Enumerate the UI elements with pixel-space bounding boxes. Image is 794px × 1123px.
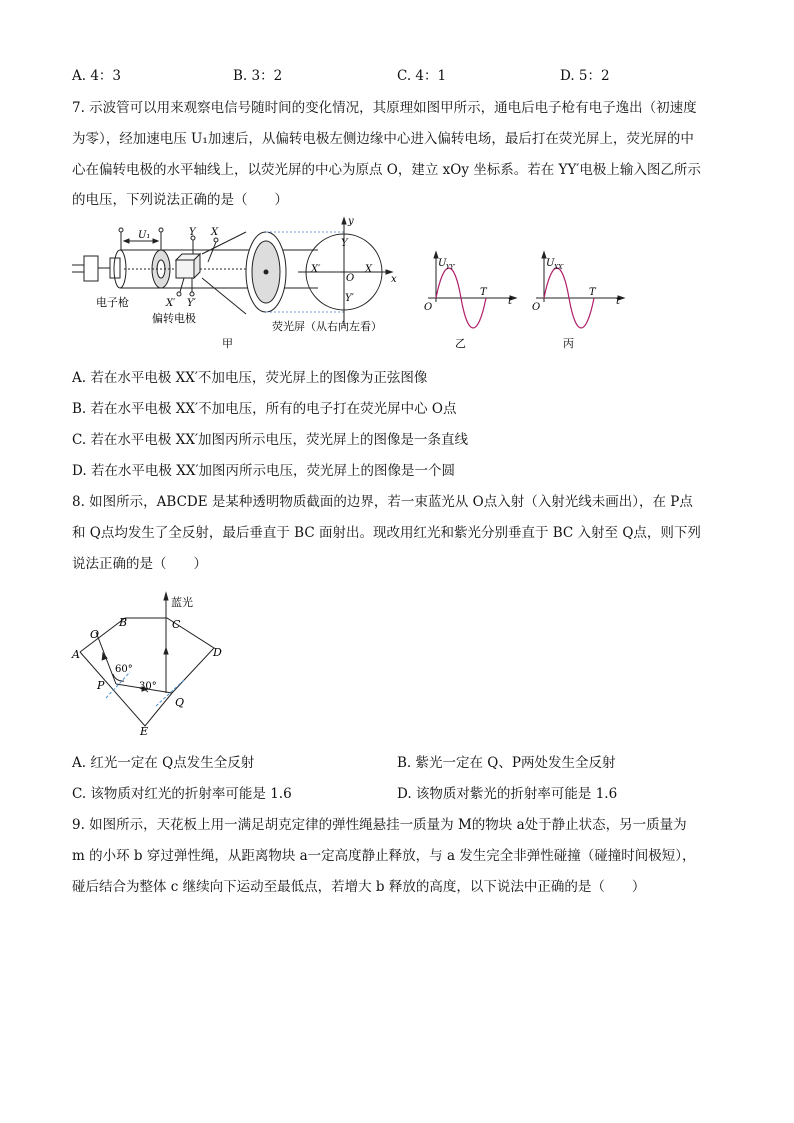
- q7-option-d[interactable]: D. 若在水平电极 XX′加图丙所示电压，荧光屏上的图像是一个圆: [72, 463, 456, 479]
- plate-yprime-label: Y′: [187, 298, 196, 309]
- point-b-label: B: [119, 616, 128, 629]
- q7-option-a[interactable]: A. 若在水平电极 XX′不加电压，荧光屏上的图像为正弦图像: [72, 370, 428, 386]
- bing-u-sub: XX′: [554, 264, 564, 271]
- plate-x-label: X: [211, 227, 219, 238]
- point-p-label: P: [97, 679, 105, 692]
- angle-30-label: 30°: [139, 681, 157, 692]
- q7-stem-line-1: 7. 示波管可以用来观察电信号随时间的变化情况，其原理如图甲所示，通电后电子枪有电子逸出（初速度: [72, 100, 697, 116]
- screen-x-label: X: [365, 264, 373, 275]
- yi-o-label: O: [424, 302, 433, 313]
- point-c-label: C: [172, 618, 181, 631]
- prism-outline: [80, 593, 214, 726]
- screen-yprime-label: Y′: [345, 293, 354, 304]
- bing-o-label: O: [532, 302, 541, 313]
- point-o-label: O: [90, 628, 100, 641]
- yi-u-label: U: [438, 258, 447, 269]
- q7-stem-line-2: 为零），经加速电压 U₁加速后，从偏转电极左侧边缘中心进入偏转电场，最后打在荧光屏上，荧光屏的中: [72, 131, 694, 147]
- screen-xprime-label: X′: [311, 264, 321, 275]
- deflect-label: 偏转电极: [152, 312, 196, 325]
- q8-option-d[interactable]: D. 该物质对紫光的折射率可能是 1.6: [397, 786, 618, 802]
- gun-label: 电子枪: [96, 296, 129, 309]
- q9-stem-line-2: m 的小环 b 穿过弹性绳，从距离物块 a一定高度静止释放，与 a 发生完全非弹性碰撞（碰撞时间极短），: [72, 848, 696, 864]
- fig-yi-label: 乙: [455, 337, 466, 350]
- bing-T-label: T: [589, 287, 596, 298]
- q8-stem-line-2: 和 Q点均发生了全反射，最后垂直于 BC 面射出。现改用红光和紫光分别垂直于 BC 入射至 Q点，则下列: [72, 525, 701, 541]
- screen-y-label: Y: [341, 238, 348, 249]
- axis-y-label: y: [348, 216, 354, 227]
- screen-label: 荧光屏（从右向左看）: [272, 320, 382, 333]
- screen-o-label: O: [346, 273, 355, 284]
- q7-option-c[interactable]: C. 若在水平电极 XX′加图丙所示电压，荧光屏上的图像是一条直线: [72, 432, 469, 448]
- q6-option-a[interactable]: A. 4：3: [72, 68, 122, 84]
- blue-light-label: 蓝光: [171, 596, 193, 609]
- q6-option-d[interactable]: D. 5：2: [560, 68, 610, 84]
- q8-option-a[interactable]: A. 红光一定在 Q点发生全反射: [72, 755, 255, 771]
- q9-stem-line-1: 9. 如图所示，天花板上用一满足胡克定律的弹性绳悬挂一质量为 M的物块 a处于静止状态，另一质量为: [72, 817, 687, 833]
- yi-t-label: t: [508, 296, 513, 307]
- q8-option-c[interactable]: C. 该物质对红光的折射率可能是 1.6: [72, 786, 292, 802]
- q7-stem-line-4: 的电压，下列说法正确的是（ ）: [72, 192, 288, 208]
- yi-T-label: T: [480, 287, 487, 298]
- plate-xprime-label: X′: [166, 298, 176, 309]
- q8-option-b[interactable]: B. 紫光一定在 Q、P两处发生全反射: [397, 755, 616, 771]
- q8-stem-line-3: 说法正确的是（ ）: [72, 556, 207, 572]
- point-a-label: A: [72, 648, 80, 661]
- fig-bing-label: 丙: [563, 337, 574, 350]
- point-d-label: D: [213, 646, 222, 659]
- yi-u-sub: YY′: [446, 264, 456, 271]
- q7-stem-line-3: 心在偏转电极的水平轴线上，以荧光屏的中心为原点 O，建立 xOy 坐标系。若在 YY′电极上输入图乙所示: [72, 162, 701, 178]
- plate-y-label: Y: [189, 227, 196, 238]
- axis-x-label: x: [391, 274, 397, 285]
- q7-figure: [68, 214, 628, 354]
- q6-option-c[interactable]: C. 4：1: [397, 68, 447, 84]
- angle-60-label: 60°: [115, 664, 133, 675]
- q7-option-b[interactable]: B. 若在水平电极 XX′不加电压，所有的电子打在荧光屏中心 O点: [72, 401, 457, 417]
- bing-t-label: t: [616, 296, 621, 307]
- u1-label: U₁: [138, 230, 151, 241]
- q6-option-b[interactable]: B. 3：2: [233, 68, 283, 84]
- q8-figure: [68, 588, 238, 738]
- q9-stem-line-3: 碰后结合为整体 c 继续向下运动至最低点，若增大 b 释放的高度，以下说法中正确的是（ ）: [72, 879, 646, 895]
- q8-stem-line-1: 8. 如图所示，ABCDE 是某种透明物质截面的边界，若一束蓝光从 O点入射（入射光线未画出），在 P点: [72, 494, 693, 510]
- deflection-plates: [176, 236, 218, 296]
- point-q-label: Q: [175, 696, 185, 709]
- point-e-label: E: [140, 725, 149, 738]
- bing-u-label: U: [546, 258, 555, 269]
- fig-jia-label: 甲: [222, 337, 233, 350]
